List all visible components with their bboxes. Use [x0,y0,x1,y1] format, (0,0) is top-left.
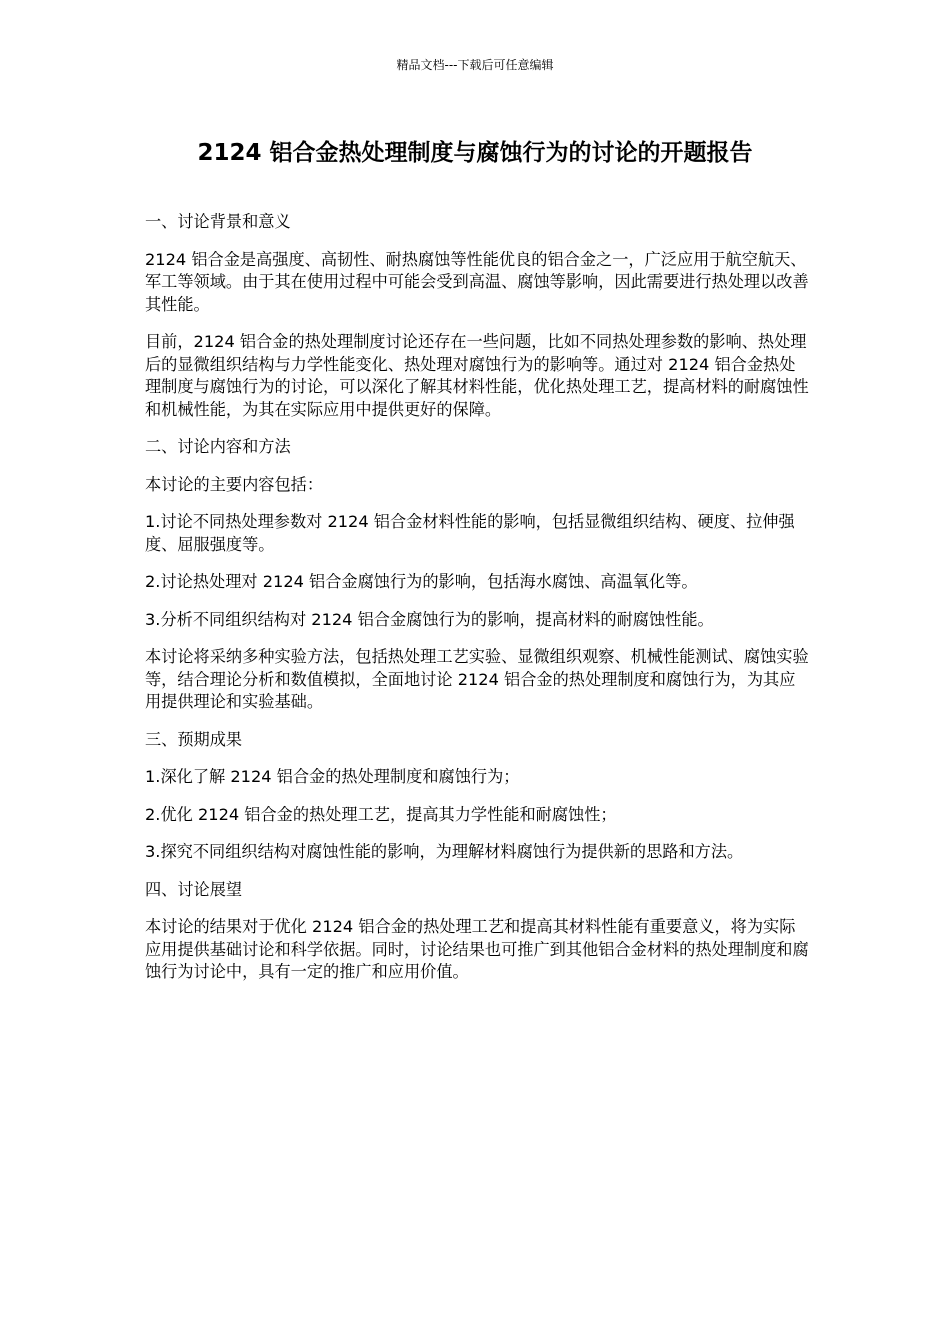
list-item: 3.分析不同组织结构对 2124 铝合金腐蚀行为的影响，提高材料的耐腐蚀性能。 [145,609,714,629]
section-heading-content-methods: 二、讨论内容和方法 [145,437,291,456]
document-title: 2124 铝合金热处理制度与腐蚀行为的讨论的开题报告 [197,140,753,166]
list-item: 1.深化了解 2124 铝合金的热处理制度和腐蚀行为； [145,767,520,786]
paragraph: 本讨论的结果对于优化 2124 铝合金的热处理工艺和提高其材料性能有重要意义，将为实际应用提供基础讨论和科学依据。同时，讨论结果也可推广到其他铝合金材料的热处理制度和腐蚀行为讨论中，具有一定的推广和应用价值。 [145,917,809,981]
list-item: 2.讨论热处理对 2124 铝合金腐蚀行为的影响，包括海水腐蚀、高温氧化等。 [145,572,698,591]
paragraph: 目前，2124 铝合金的热处理制度讨论还存在一些问题，比如不同热处理参数的影响、热处理后的显微组织结构与力学性能变化、热处理对腐蚀行为的影响等。通过对 2124 铝合金热处理制度与腐蚀行为的讨论，可以深化了解其材料性能，优化热处理工艺，提高材料的耐腐蚀性和机械性能，为其在实际应用中提供更好的保障。 [145,332,809,419]
section-heading-outlook: 四、讨论展望 [145,879,243,899]
document-body [145,211,810,999]
section-heading-background: 一、讨论背景和意义 [145,212,291,231]
list-item: 1.讨论不同热处理参数对 2124 铝合金材料性能的影响，包括显微组织结构、硬度、拉伸强度、屈服强度等。 [145,512,795,554]
section-heading-expected-results: 三、预期成果 [145,729,243,749]
list-item: 2.优化 2124 铝合金的热处理工艺，提高其力学性能和耐腐蚀性； [145,804,617,824]
paragraph: 本讨论的主要内容包括： [145,474,324,494]
paragraph: 本讨论将采纳多种实验方法，包括热处理工艺实验、显微组织观察、机械性能测试、腐蚀实验等，结合理论分析和数值模拟，全面地讨论 2124 铝合金的热处理制度和腐蚀行为，为其应用提供理论和实验基础。 [145,647,809,711]
paragraph: 2124 铝合金是高强度、高韧性、耐热腐蚀等性能优良的铝合金之一，广泛应用于航空航天、军工等领域。由于其在使用过程中可能会受到高温、腐蚀等影响，因此需要进行热处理以改善其性能。 [145,249,809,314]
page-header: 精品文档---下载后可任意编辑 [396,58,554,72]
list-item: 3.探究不同组织结构对腐蚀性能的影响，为理解材料腐蚀行为提供新的思路和方法。 [145,842,744,861]
